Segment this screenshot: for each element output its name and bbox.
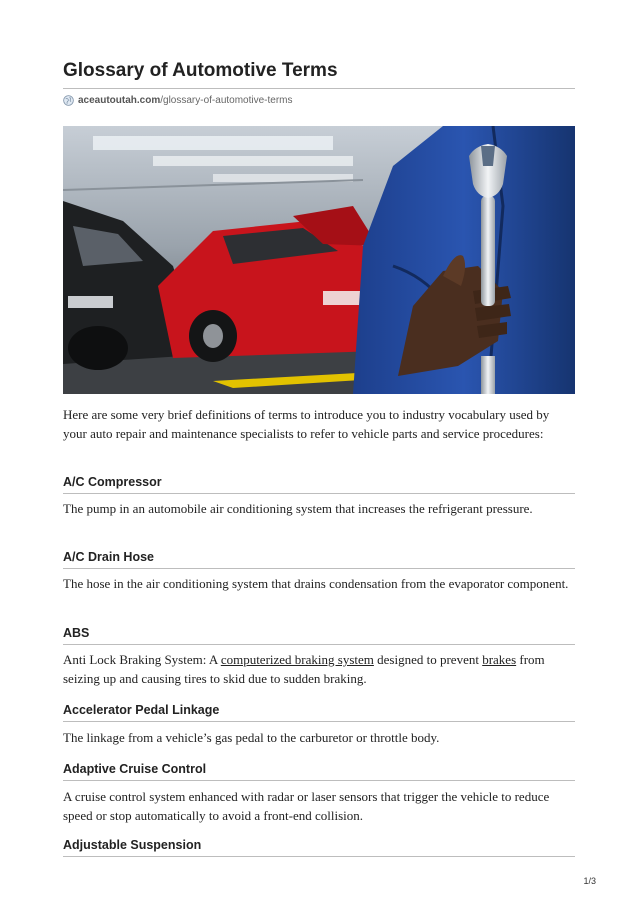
definition-text: from seizing up and causing tires to skid due to sudden braking. [63, 652, 545, 686]
term-definition: The pump in an automobile air conditioning system that increases the refrigerant pressure. [63, 501, 533, 516]
term-heading: Adaptive Cruise Control [63, 762, 207, 776]
term-divider [63, 721, 575, 722]
term-divider [63, 780, 575, 781]
term-definition: The hose in the air conditioning system that drains condensation from the evaporator component. [63, 576, 569, 591]
term-divider [63, 568, 575, 569]
term-heading: A/C Drain Hose [63, 550, 154, 564]
term-definition [63, 650, 575, 688]
title-divider [63, 88, 575, 89]
term-divider [63, 644, 575, 645]
term-divider [63, 856, 575, 857]
intro-paragraph: Here are some very brief definitions of terms to introduce you to industry vocabulary used by your auto repair and maintenance specialists to refer to vehicle parts and service procedures: [63, 407, 550, 441]
definition-text: Anti Lock Braking System: A [63, 652, 221, 667]
term-heading: Adjustable Suspension [63, 838, 202, 852]
term-definition: The linkage from a vehicle’s gas pedal to the carburetor or throttle body. [63, 730, 440, 745]
definition-text: designed to prevent [373, 652, 483, 667]
source-path: /glossary-of-automotive-terms [160, 94, 293, 106]
term-heading: A/C Compressor [63, 475, 162, 489]
term-divider [63, 493, 575, 494]
page-title: Glossary of Automotive Terms [63, 60, 338, 81]
term-definition: A cruise control system enhanced with radar or laser sensors that trigger the vehicle to reduce speed or stop automatically to avoid a front-end collision. [63, 789, 550, 823]
brakes-link[interactable]: brakes [482, 652, 517, 667]
source-link[interactable] [63, 93, 293, 107]
term-heading: Accelerator Pedal Linkage [63, 703, 220, 717]
computerized-braking-system-link[interactable]: computerized braking system [220, 652, 374, 667]
mechanic-photo [63, 126, 575, 394]
source-domain: aceautoutah.com [78, 94, 161, 106]
page-number: 1/3 [583, 876, 596, 886]
term-heading: ABS [63, 626, 90, 640]
hero-image [63, 126, 575, 394]
globe-icon [63, 95, 74, 106]
